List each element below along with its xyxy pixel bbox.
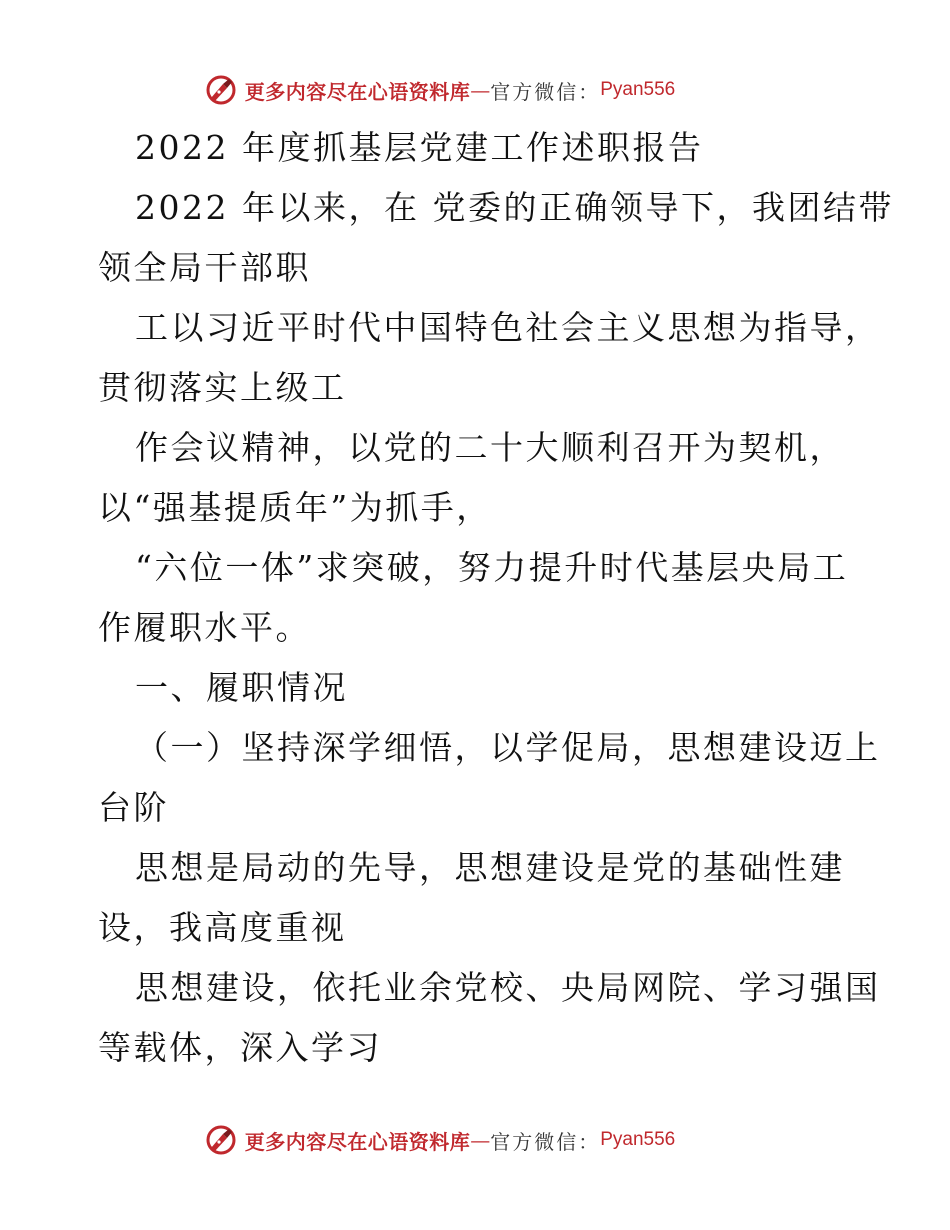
paragraph-line: 领全局干部职	[98, 248, 311, 287]
pen-nib-logo-icon	[205, 1124, 237, 1156]
banner-dash: —	[470, 78, 491, 102]
banner-wechat-id: Pyan556	[600, 1129, 676, 1150]
paragraph-line: 2022 年以来，在 党委的正确领导下，我团结带	[135, 188, 894, 227]
subsection-heading: （一）坚持深学细悟，以学促局，思想建设迈上	[135, 728, 881, 767]
paragraph-line: 思想是局动的先导，思想建设是党的基础性建	[135, 848, 845, 887]
footer-banner[interactable]	[0, 1120, 950, 1160]
paragraph-line: 作会议精神，以党的二十大顺利召开为契机，	[135, 428, 845, 467]
banner-official-label: 官方微信：	[490, 1129, 601, 1154]
header-banner[interactable]	[0, 70, 950, 110]
banner-official-label: 官方微信：	[490, 79, 601, 104]
paragraph-line: “六位一体”求突破，努力提升时代基层央局工	[135, 548, 849, 587]
paragraph-line: 设，我高度重视	[98, 908, 347, 947]
paragraph-line: 等载体，深入学习	[98, 1028, 382, 1067]
subsection-heading-continued: 台阶	[98, 788, 169, 827]
document-body	[98, 118, 894, 1078]
document-title: 2022 年度抓基层党建工作述职报告	[135, 128, 704, 167]
paragraph-line: 作履职水平。	[98, 608, 311, 647]
banner-dash: —	[470, 1128, 491, 1152]
banner-wechat-id: Pyan556	[600, 79, 676, 100]
section-heading: 一、履职情况	[135, 668, 348, 707]
paragraph-line: 思想建设，依托业余党校、央局网院、学习强国	[135, 968, 881, 1007]
pen-nib-logo-icon	[205, 74, 237, 106]
banner-brand-text: 更多内容尽在心语资料库	[244, 1129, 471, 1154]
paragraph-line: 工以习近平时代中国特色社会主义思想为指导，	[135, 308, 881, 347]
paragraph-line: 以“强基提质年”为抓手，	[98, 488, 492, 527]
banner-brand-text: 更多内容尽在心语资料库	[244, 79, 471, 104]
paragraph-line: 贯彻落实上级工	[98, 368, 347, 407]
